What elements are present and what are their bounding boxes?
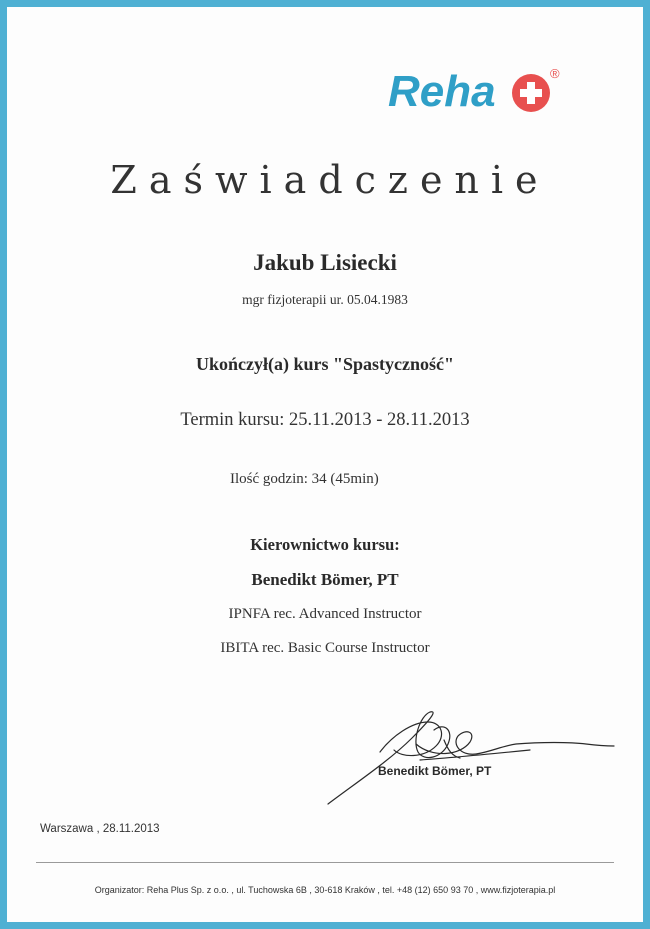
instructor-name: Benedikt Bömer, PT (251, 570, 399, 589)
reha-plus-logo (386, 62, 566, 118)
certificate-title: Zaświadczenie (110, 158, 550, 202)
place-and-date (40, 823, 160, 835)
instructor-qualification-2: IBITA rec. Basic Course Instructor (220, 640, 430, 656)
instructor-qualification-1: IPNFA rec. Advanced Instructor (228, 606, 422, 622)
separator: , (93, 823, 103, 835)
course-hours: Ilość godzin: 34 (45min) (230, 471, 379, 487)
footer-divider (36, 862, 614, 863)
signature-name: Benedikt Bömer, PT (378, 764, 492, 778)
plus-icon (512, 74, 550, 112)
place: Warszawa (40, 823, 94, 835)
registered-mark: ® (550, 66, 560, 81)
organizer-footer: Organizator: Reha Plus Sp. z o.o. , ul. Tuchowska 6B , 30-618 Kraków , tel. +48 (12) 650 93 70 , www.fizjoterapia.pl (94, 885, 556, 895)
handwritten-signature (320, 700, 620, 810)
management-label: Kierownictwo kursu: (250, 535, 400, 554)
course-term: Termin kursu: 25.11.2013 - 28.11.2013 (180, 410, 470, 430)
logo-text: Reha (388, 67, 496, 116)
recipient-name: Jakub Lisiecki (253, 250, 397, 275)
date: 28.11.2013 (102, 823, 160, 835)
recipient-details: mgr fizjoterapii ur. 05.04.1983 (242, 292, 408, 307)
course-completed: Ukończył(a) kurs "Spastyczność" (196, 354, 454, 374)
